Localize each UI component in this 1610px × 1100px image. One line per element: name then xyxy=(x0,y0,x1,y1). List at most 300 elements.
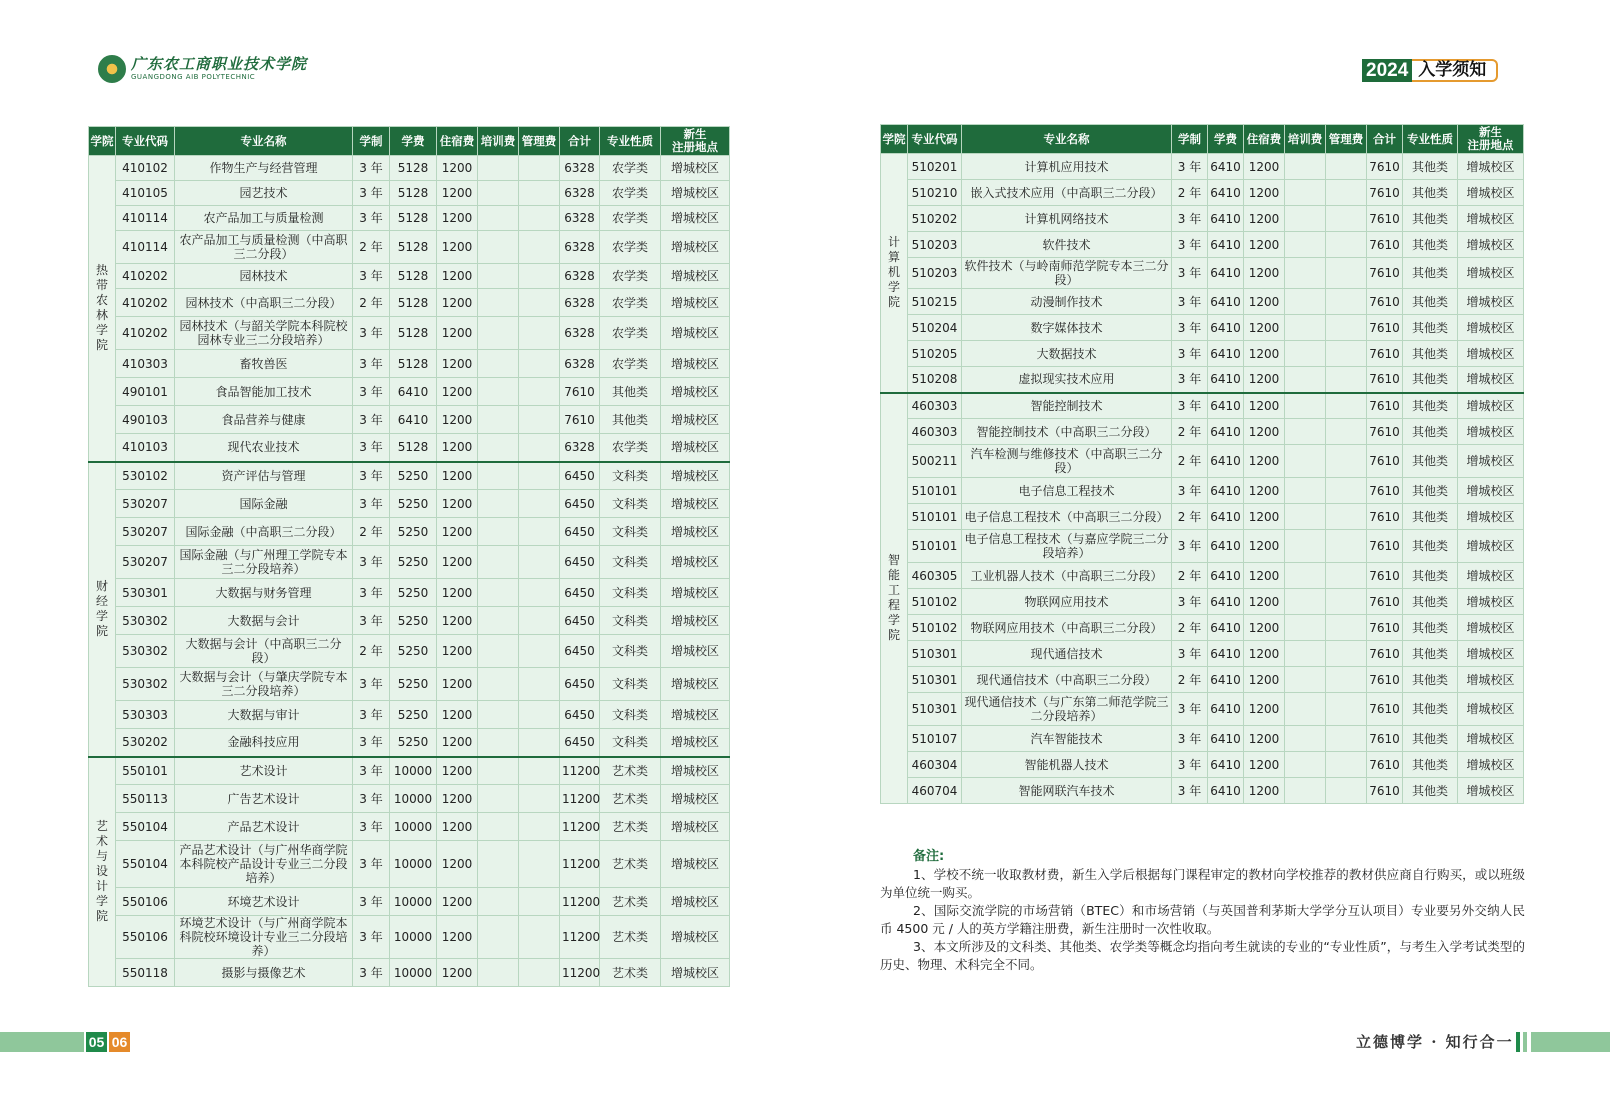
training-fee xyxy=(478,668,519,701)
total-fee: 6328 xyxy=(560,181,600,206)
register-campus: 增城校区 xyxy=(1458,615,1524,641)
management-fee xyxy=(519,378,560,406)
training-fee xyxy=(478,701,519,729)
training-fee xyxy=(478,231,519,264)
study-years: 2 年 xyxy=(1172,667,1208,693)
major-name: 大数据技术 xyxy=(962,341,1172,367)
training-fee xyxy=(478,546,519,579)
dorm-fee: 1200 xyxy=(437,579,478,607)
major-nature: 艺术类 xyxy=(600,888,661,916)
table-row xyxy=(89,635,730,668)
total-fee: 7610 xyxy=(1367,530,1403,563)
major-code: 460305 xyxy=(908,563,962,589)
dorm-fee: 1200 xyxy=(437,264,478,289)
major-code: 530301 xyxy=(116,579,175,607)
table-row xyxy=(89,668,730,701)
table-row xyxy=(89,518,730,546)
major-code: 550101 xyxy=(116,757,175,785)
dorm-fee: 1200 xyxy=(1244,778,1285,804)
major-code: 510205 xyxy=(908,341,962,367)
training-fee xyxy=(1285,726,1326,752)
dorm-fee: 1200 xyxy=(437,490,478,518)
dorm-fee: 1200 xyxy=(437,434,478,462)
study-years: 3 年 xyxy=(1172,752,1208,778)
major-code: 510101 xyxy=(908,504,962,530)
register-campus: 增城校区 xyxy=(1458,206,1524,232)
table-row xyxy=(89,289,730,317)
major-name: 软件技术（与岭南师范学院专本三二分段） xyxy=(962,258,1172,289)
tuition-fee: 5128 xyxy=(390,231,437,264)
training-fee xyxy=(478,729,519,757)
dorm-fee: 1200 xyxy=(1244,289,1285,315)
header-management-fee: 管理费 xyxy=(1326,125,1367,154)
table-row xyxy=(881,726,1524,752)
register-campus: 增城校区 xyxy=(661,462,730,490)
dorm-fee: 1200 xyxy=(1244,667,1285,693)
dorm-fee: 1200 xyxy=(437,959,478,987)
major-name: 大数据与会计（与肇庆学院专本三二分段培养） xyxy=(175,668,353,701)
major-nature: 文科类 xyxy=(600,729,661,757)
register-campus: 增城校区 xyxy=(1458,154,1524,180)
table-row xyxy=(881,289,1524,315)
management-fee xyxy=(1326,258,1367,289)
major-name: 现代农业技术 xyxy=(175,434,353,462)
study-years: 3 年 xyxy=(353,813,390,841)
management-fee xyxy=(519,206,560,231)
major-name: 智能机器人技术 xyxy=(962,752,1172,778)
college-name: 财经学院 xyxy=(96,579,109,638)
dorm-fee: 1200 xyxy=(437,813,478,841)
total-fee: 7610 xyxy=(1367,693,1403,726)
dorm-fee: 1200 xyxy=(1244,563,1285,589)
major-nature: 其他类 xyxy=(1403,778,1458,804)
major-nature: 艺术类 xyxy=(600,785,661,813)
training-fee xyxy=(478,206,519,231)
major-nature: 农学类 xyxy=(600,206,661,231)
total-fee: 7610 xyxy=(1367,341,1403,367)
tuition-fee: 6410 xyxy=(1208,393,1244,419)
table-row xyxy=(89,434,730,462)
training-fee xyxy=(478,635,519,668)
major-code: 410202 xyxy=(116,289,175,317)
page-title: 入学须知 xyxy=(1412,59,1498,82)
table-row xyxy=(89,181,730,206)
register-campus: 增城校区 xyxy=(661,701,730,729)
register-campus: 增城校区 xyxy=(661,289,730,317)
management-fee xyxy=(519,546,560,579)
major-nature: 农学类 xyxy=(600,231,661,264)
major-name: 电子信息工程技术 xyxy=(962,478,1172,504)
tuition-fee: 6410 xyxy=(1208,778,1244,804)
major-name: 国际金融（与广州理工学院专本三二分段培养） xyxy=(175,546,353,579)
study-years: 2 年 xyxy=(1172,615,1208,641)
dorm-fee: 1200 xyxy=(437,350,478,378)
training-fee xyxy=(478,350,519,378)
tuition-fee: 6410 xyxy=(1208,232,1244,258)
table-row xyxy=(881,258,1524,289)
tuition-fee: 5128 xyxy=(390,434,437,462)
table-row xyxy=(89,546,730,579)
table-row xyxy=(881,341,1524,367)
dorm-fee: 1200 xyxy=(437,916,478,959)
register-campus: 增城校区 xyxy=(1458,180,1524,206)
dorm-fee: 1200 xyxy=(437,546,478,579)
major-code: 460304 xyxy=(908,752,962,778)
training-fee xyxy=(1285,232,1326,258)
tuition-fee: 6410 xyxy=(1208,641,1244,667)
table-row xyxy=(89,231,730,264)
major-code: 530302 xyxy=(116,668,175,701)
management-fee xyxy=(519,518,560,546)
total-fee: 7610 xyxy=(1367,367,1403,393)
major-nature: 农学类 xyxy=(600,264,661,289)
register-campus: 增城校区 xyxy=(1458,289,1524,315)
tuition-fee: 6410 xyxy=(1208,445,1244,478)
study-years: 3 年 xyxy=(1172,206,1208,232)
management-fee xyxy=(519,729,560,757)
management-fee xyxy=(519,841,560,888)
register-campus: 增城校区 xyxy=(1458,232,1524,258)
training-fee xyxy=(1285,419,1326,445)
note-item: 2、国际交流学院的市场营销（BTEC）和市场营销（与英国普利茅斯大学学分互认项目）专业要另外交纳人民币 4500 元 / 人的英方学籍注册费，新生注册时一次性收取。 xyxy=(880,903,1525,936)
total-fee: 7610 xyxy=(560,378,600,406)
tuition-fee: 6410 xyxy=(1208,504,1244,530)
school-logo xyxy=(98,55,307,83)
register-campus: 增城校区 xyxy=(661,350,730,378)
major-code: 510202 xyxy=(908,206,962,232)
management-fee xyxy=(1326,419,1367,445)
total-fee: 7610 xyxy=(1367,315,1403,341)
tuition-fee: 5250 xyxy=(390,546,437,579)
register-campus: 增城校区 xyxy=(1458,315,1524,341)
header-major-nature: 专业性质 xyxy=(1403,125,1458,154)
major-name: 资产评估与管理 xyxy=(175,462,353,490)
major-code: 510301 xyxy=(908,693,962,726)
register-campus: 增城校区 xyxy=(661,888,730,916)
dorm-fee: 1200 xyxy=(1244,232,1285,258)
major-nature: 其他类 xyxy=(1403,504,1458,530)
table-row xyxy=(89,406,730,434)
major-code: 500211 xyxy=(908,445,962,478)
tuition-fee: 5250 xyxy=(390,579,437,607)
study-years: 3 年 xyxy=(353,462,390,490)
header-study-years: 学制 xyxy=(1172,125,1208,154)
management-fee xyxy=(519,231,560,264)
major-name: 食品智能加工技术 xyxy=(175,378,353,406)
training-fee xyxy=(478,757,519,785)
total-fee: 7610 xyxy=(1367,641,1403,667)
management-fee xyxy=(519,888,560,916)
total-fee: 7610 xyxy=(1367,232,1403,258)
note-item: 3、本文所涉及的文科类、其他类、农学类等概念均指向考生就读的专业的“专业性质”，与考生入学考试类型的历史、物理、术科完全不同。 xyxy=(880,939,1525,972)
tuition-fee: 6410 xyxy=(1208,341,1244,367)
dorm-fee: 1200 xyxy=(1244,726,1285,752)
training-fee xyxy=(478,916,519,959)
major-name: 畜牧兽医 xyxy=(175,350,353,378)
major-name: 艺术设计 xyxy=(175,757,353,785)
management-fee xyxy=(519,579,560,607)
total-fee: 6450 xyxy=(560,607,600,635)
tuition-fee: 5250 xyxy=(390,607,437,635)
management-fee xyxy=(1326,667,1367,693)
major-name: 大数据与会计（中高职三二分段） xyxy=(175,635,353,668)
study-years: 3 年 xyxy=(1172,478,1208,504)
major-name: 广告艺术设计 xyxy=(175,785,353,813)
total-fee: 7610 xyxy=(1367,289,1403,315)
major-nature: 其他类 xyxy=(1403,367,1458,393)
major-nature: 其他类 xyxy=(1403,258,1458,289)
register-campus: 增城校区 xyxy=(661,181,730,206)
major-name: 园艺技术 xyxy=(175,181,353,206)
total-fee: 6450 xyxy=(560,546,600,579)
major-nature: 其他类 xyxy=(1403,726,1458,752)
college-name-cell xyxy=(89,156,116,462)
major-name: 软件技术 xyxy=(962,232,1172,258)
management-fee xyxy=(519,462,560,490)
total-fee: 7610 xyxy=(1367,478,1403,504)
tuition-fee: 10000 xyxy=(390,959,437,987)
total-fee: 6328 xyxy=(560,206,600,231)
study-years: 3 年 xyxy=(353,729,390,757)
header-register-campus: 新生 注册地点 xyxy=(661,127,730,156)
school-motto: 立德博学 · 知行合一 xyxy=(1356,1033,1514,1051)
table-header-row xyxy=(881,125,1524,154)
table-row xyxy=(89,378,730,406)
total-fee: 6328 xyxy=(560,289,600,317)
register-campus: 增城校区 xyxy=(1458,752,1524,778)
major-name: 大数据与审计 xyxy=(175,701,353,729)
footer-stripe xyxy=(1516,1032,1520,1052)
training-fee xyxy=(1285,667,1326,693)
major-code: 510301 xyxy=(908,641,962,667)
study-years: 3 年 xyxy=(353,579,390,607)
register-campus: 增城校区 xyxy=(1458,445,1524,478)
tuition-fee: 6410 xyxy=(1208,563,1244,589)
major-code: 410103 xyxy=(116,434,175,462)
tuition-fee: 6410 xyxy=(390,406,437,434)
training-fee xyxy=(1285,341,1326,367)
tuition-fee: 5128 xyxy=(390,289,437,317)
training-fee xyxy=(478,317,519,350)
total-fee: 11200 xyxy=(560,785,600,813)
register-campus: 增城校区 xyxy=(661,785,730,813)
training-fee xyxy=(1285,589,1326,615)
register-campus: 增城校区 xyxy=(1458,393,1524,419)
tuition-fee: 6410 xyxy=(1208,726,1244,752)
major-code: 510208 xyxy=(908,367,962,393)
training-fee xyxy=(1285,445,1326,478)
study-years: 3 年 xyxy=(353,378,390,406)
training-fee xyxy=(1285,504,1326,530)
total-fee: 7610 xyxy=(1367,667,1403,693)
tuition-fee: 10000 xyxy=(390,888,437,916)
tuition-fee: 5250 xyxy=(390,668,437,701)
major-code: 490101 xyxy=(116,378,175,406)
table-row xyxy=(881,667,1524,693)
major-code: 510101 xyxy=(908,530,962,563)
dorm-fee: 1200 xyxy=(437,729,478,757)
table-row xyxy=(881,615,1524,641)
study-years: 3 年 xyxy=(1172,530,1208,563)
page-number-left: 05 xyxy=(86,1032,107,1052)
training-fee xyxy=(478,434,519,462)
training-fee xyxy=(478,462,519,490)
major-code: 460303 xyxy=(908,393,962,419)
dorm-fee: 1200 xyxy=(1244,393,1285,419)
study-years: 3 年 xyxy=(353,434,390,462)
register-campus: 增城校区 xyxy=(661,729,730,757)
training-fee xyxy=(478,785,519,813)
major-nature: 其他类 xyxy=(1403,641,1458,667)
dorm-fee: 1200 xyxy=(1244,206,1285,232)
table-row xyxy=(89,813,730,841)
table-row xyxy=(881,445,1524,478)
major-code: 410114 xyxy=(116,231,175,264)
register-campus: 增城校区 xyxy=(1458,563,1524,589)
training-fee xyxy=(478,518,519,546)
header-study-years: 学制 xyxy=(353,127,390,156)
dorm-fee: 1200 xyxy=(1244,367,1285,393)
management-fee xyxy=(1326,726,1367,752)
management-fee xyxy=(519,785,560,813)
major-nature: 其他类 xyxy=(1403,206,1458,232)
dorm-fee: 1200 xyxy=(437,289,478,317)
major-nature: 其他类 xyxy=(1403,289,1458,315)
tuition-fee: 6410 xyxy=(1208,667,1244,693)
management-fee xyxy=(519,757,560,785)
total-fee: 11200 xyxy=(560,841,600,888)
major-name: 计算机应用技术 xyxy=(962,154,1172,180)
register-campus: 增城校区 xyxy=(661,813,730,841)
major-nature: 文科类 xyxy=(600,579,661,607)
register-campus: 增城校区 xyxy=(661,916,730,959)
tuition-fee: 5250 xyxy=(390,462,437,490)
dorm-fee: 1200 xyxy=(1244,445,1285,478)
major-code: 410202 xyxy=(116,264,175,289)
tuition-fee: 6410 xyxy=(1208,589,1244,615)
total-fee: 7610 xyxy=(1367,445,1403,478)
register-campus: 增城校区 xyxy=(661,668,730,701)
register-campus: 增城校区 xyxy=(1458,667,1524,693)
register-campus: 增城校区 xyxy=(661,518,730,546)
register-campus: 增城校区 xyxy=(1458,589,1524,615)
major-code: 550106 xyxy=(116,916,175,959)
management-fee xyxy=(519,289,560,317)
dorm-fee: 1200 xyxy=(1244,478,1285,504)
major-nature: 其他类 xyxy=(1403,478,1458,504)
header-major-code: 专业代码 xyxy=(116,127,175,156)
management-fee xyxy=(1326,615,1367,641)
dorm-fee: 1200 xyxy=(437,635,478,668)
register-campus: 增城校区 xyxy=(661,841,730,888)
tuition-fee: 6410 xyxy=(1208,289,1244,315)
tuition-fee: 6410 xyxy=(1208,367,1244,393)
table-row xyxy=(89,490,730,518)
study-years: 3 年 xyxy=(1172,315,1208,341)
major-name: 园林技术（与韶关学院本科院校园林专业三二分段培养） xyxy=(175,317,353,350)
header-total-fee: 合计 xyxy=(560,127,600,156)
dorm-fee: 1200 xyxy=(437,518,478,546)
tuition-fee: 5250 xyxy=(390,701,437,729)
major-name: 环境艺术设计 xyxy=(175,888,353,916)
major-name: 物联网应用技术 xyxy=(962,589,1172,615)
header-major-code: 专业代码 xyxy=(908,125,962,154)
register-campus: 增城校区 xyxy=(661,959,730,987)
management-fee xyxy=(519,916,560,959)
tuition-fee: 5128 xyxy=(390,156,437,181)
management-fee xyxy=(519,350,560,378)
register-campus: 增城校区 xyxy=(1458,367,1524,393)
major-name: 农产品加工与质量检测（中高职三二分段） xyxy=(175,231,353,264)
major-nature: 其他类 xyxy=(1403,589,1458,615)
study-years: 3 年 xyxy=(353,206,390,231)
register-campus: 增城校区 xyxy=(1458,341,1524,367)
table-row xyxy=(89,916,730,959)
table-row xyxy=(881,589,1524,615)
major-nature: 农学类 xyxy=(600,289,661,317)
major-code: 530302 xyxy=(116,607,175,635)
register-campus: 增城校区 xyxy=(1458,641,1524,667)
table-row xyxy=(881,530,1524,563)
management-fee xyxy=(519,490,560,518)
training-fee xyxy=(1285,258,1326,289)
dorm-fee: 1200 xyxy=(437,406,478,434)
tuition-fee: 5250 xyxy=(390,518,437,546)
register-campus: 增城校区 xyxy=(1458,258,1524,289)
major-name: 智能控制技术 xyxy=(962,393,1172,419)
dorm-fee: 1200 xyxy=(437,701,478,729)
register-campus: 增城校区 xyxy=(661,757,730,785)
register-campus: 增城校区 xyxy=(1458,504,1524,530)
major-nature: 其他类 xyxy=(1403,315,1458,341)
major-nature: 农学类 xyxy=(600,317,661,350)
dorm-fee: 1200 xyxy=(437,156,478,181)
table-row xyxy=(881,641,1524,667)
major-nature: 农学类 xyxy=(600,181,661,206)
dorm-fee: 1200 xyxy=(437,607,478,635)
major-name: 大数据与会计 xyxy=(175,607,353,635)
register-campus: 增城校区 xyxy=(661,434,730,462)
total-fee: 7610 xyxy=(1367,615,1403,641)
register-campus: 增城校区 xyxy=(1458,726,1524,752)
header-major-name: 专业名称 xyxy=(962,125,1172,154)
study-years: 3 年 xyxy=(353,701,390,729)
training-fee xyxy=(478,264,519,289)
management-fee xyxy=(519,959,560,987)
management-fee xyxy=(519,607,560,635)
register-campus: 增城校区 xyxy=(661,579,730,607)
fee-table-left xyxy=(88,126,730,987)
header-college: 学院 xyxy=(89,127,116,156)
table-row xyxy=(881,504,1524,530)
major-code: 510203 xyxy=(908,232,962,258)
tuition-fee: 5250 xyxy=(390,490,437,518)
study-years: 3 年 xyxy=(353,959,390,987)
study-years: 3 年 xyxy=(353,546,390,579)
major-name: 电子信息工程技术（中高职三二分段） xyxy=(962,504,1172,530)
tuition-fee: 5128 xyxy=(390,264,437,289)
major-nature: 其他类 xyxy=(1403,419,1458,445)
dorm-fee: 1200 xyxy=(437,785,478,813)
dorm-fee: 1200 xyxy=(1244,419,1285,445)
major-code: 510102 xyxy=(908,615,962,641)
total-fee: 7610 xyxy=(1367,778,1403,804)
major-name: 汽车检测与维修技术（中高职三二分段） xyxy=(962,445,1172,478)
table-row xyxy=(881,752,1524,778)
table-row xyxy=(89,841,730,888)
fee-table-right xyxy=(880,124,1524,804)
dorm-fee: 1200 xyxy=(1244,258,1285,289)
